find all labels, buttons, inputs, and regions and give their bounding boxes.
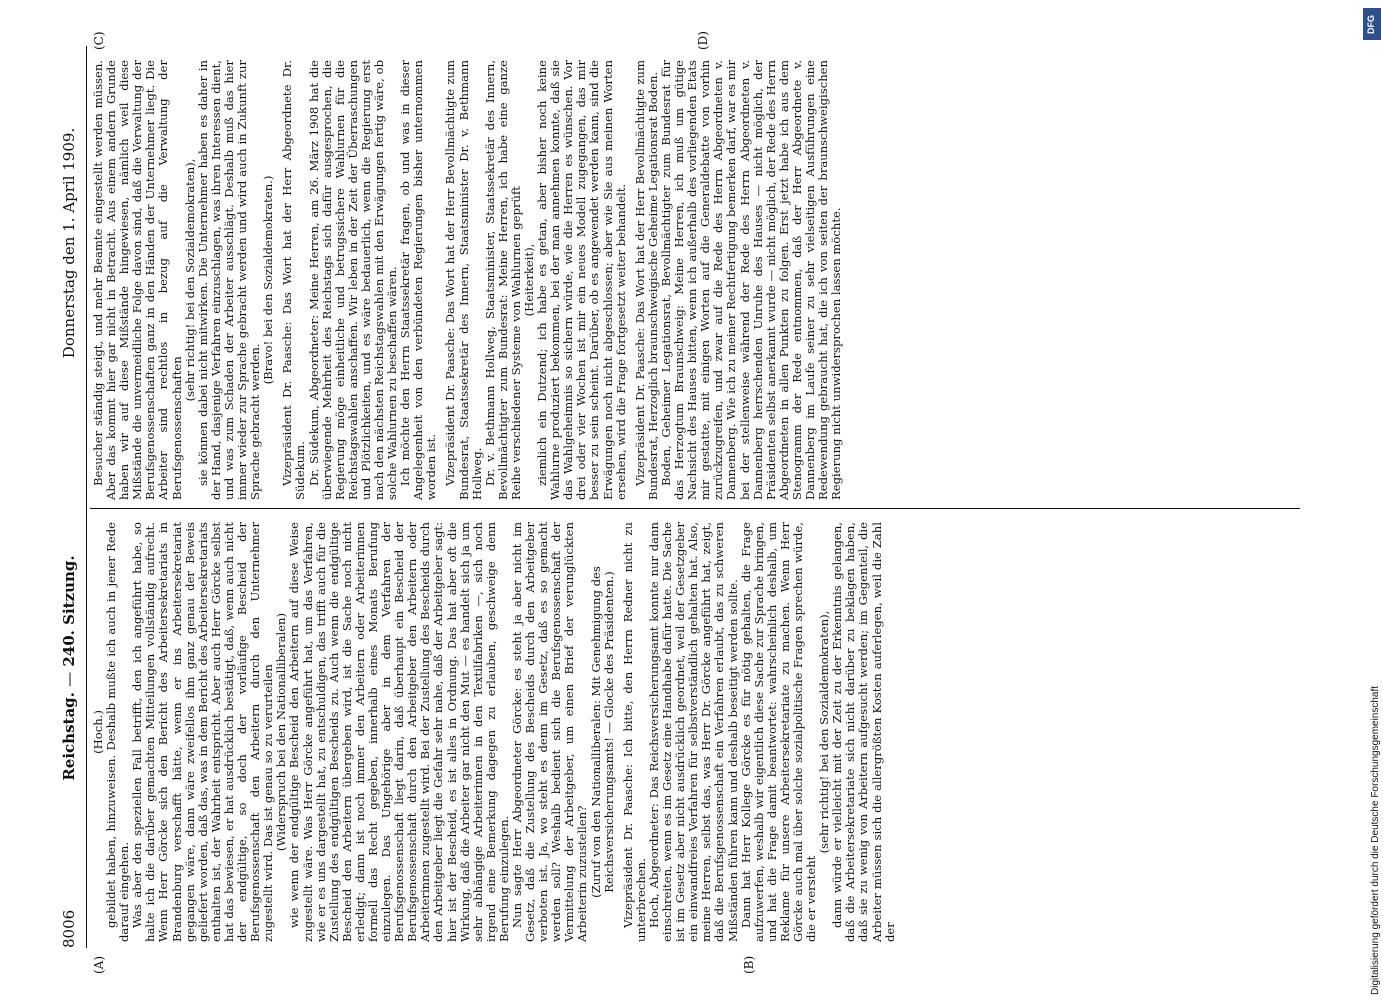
paragraph: Dr. v. Bethmann Hollweg, Staatsminister, Staatssekretär des Innern, Bevollmächtigter zum Bundesrat: Meine Herren, ich habe eine ganze Reihe verschiedener Systeme von Wahlurnen geprüft: [482, 60, 523, 500]
paragraph: Boden, Geheimer Legationsrat, Bevollmächtigter zum Bundesrat für das Herzogtum Braunschweig: Meine Herren, ich muß um gütige Nachsicht des Hauses bitten, wenn ich außerhalb des vorliegenden Etats mir gestatte, mit einigen Worten auf die Generaldebatte von vorhin zurückzugreifen, und zwar auf die Rede des Herrn Abgeordneten v. Dannenberg. Wie ich zu meiner Rechtfertigung bemerken darf, war es mir bei der stellenweise während der Rede des Herrn Abgeordneten v. Dannenberg herrschenden Unruhe des Hauses — nicht möglich, der Präsidenten selbst anerkannt wurde — nicht möglich, der Rede des Herrn Abgeordneten in allen Punkten zu folgen. Erst jetzt habe ich aus dem Stenogramm der Rede entnommen, daß der Herr Abgeordnete v. Dannenberg im Laufe seiner zu sehr vielseitigen Ausführungen eine Redewendung gebraucht hat, die ich von seiten der braunschweigischen Regierung nicht unwidersprochen lassen möchte.: [658, 60, 844, 500]
paragraph: (sehr richtig! bei den Sozialdemokraten),: [182, 158, 197, 402]
header-separator: —: [60, 671, 78, 687]
margin-marker-d: (D): [696, 31, 710, 50]
paragraph: sie können dabei nicht mitwirken. Die Unternehmer haben es daher in der Hand, dasjenige Verfahren einzuschlagen, was ihren Interessen dient, und was zum Schaden der Arbeiter ausschlägt. Deshalb muß das hier immer wieder zur Sprache gebracht werden und wird auch in Zukunft zur Sprache gebracht werden.: [195, 60, 263, 500]
paragraph: (Bravo! bei den Sozialdemokraten.): [261, 175, 276, 385]
paragraph: dann würde er vielleicht mit der Zeit zu der Erkenntnis gelangen, daß die Arbeitersekretariate sich nicht darüber zu beklagen haben, daß sie zu wenig von Arbeitern aufgesucht werden; im Gegenteil, die Arbeiter müssen sich die allergrößten Kosten auferlegen, weil die Zahl der: [830, 522, 897, 942]
paragraph: (Heiterkeit),: [522, 243, 536, 317]
paragraph: (sehr richtig! bei den Sozialdemokraten),: [817, 610, 832, 854]
margin-marker-c: (C): [92, 31, 106, 50]
paragraph: Ich möchte den Herrn Staatssekretär fragen, ob und was in dieser Angelegenheit von den verbündeten Regierungen bisher unternommen worden ist.: [398, 60, 439, 500]
column-divider: [90, 508, 1300, 509]
margin-marker-a: (A): [92, 955, 106, 974]
paragraph: (Zuruf von den Nationalliberalen: Mit Genehmigung des Reichsversicherungsamts! — Glocke des Präsidenten.): [588, 566, 616, 898]
paragraph: Dr. Südekum, Abgeordneter: Meine Herren, am 26. März 1908 hat die überwiegende Mehrheit des Reichstags sich dafür ausgesprochen, die Regierung möge einheitliche und betrugssichere Wahlurnen für die Reichstagswahlen anschaffen. Wir leben in der Zeit der Überraschungen und Plötzlichkeiten, und es wäre bedauerlich, wenn die Regierung erst nach den nächsten Reichstagswahlen mit den Erwägungen fertig wäre, ob solche Wahlurnen zu beschaffen wären.: [306, 60, 400, 500]
header-center: [60, 478, 78, 858]
header-date: Donnerstag den 1. April 1909.: [60, 127, 78, 359]
page-number: 8006: [60, 909, 78, 948]
paragraph: Nun sagte Herr Abgeordneter Görcke: es steht ja aber nicht im Gesetz, daß die Zustellung des Bescheids durch den Arbeitgeber verboten ist. Ja, wo steht es denn im Gesetz, daß es so gemacht werden soll? Weshalb bedient sich die Berufsgenossenschaft der Vermittelung der Arbeitgeber, um einen Brief der verunglückten Arbeiterin zuzustellen?: [510, 522, 590, 942]
paragraph: Vizepräsident Dr. Paasche: Das Wort hat der Herr Abgeordnete Dr. Südekum.: [280, 60, 308, 500]
header-rule: [86, 46, 87, 948]
paragraph: Vizepräsident Dr. Paasche: Ich bitte, den Herrn Redner nicht zu unterbrechen.: [620, 522, 648, 942]
paragraph: Vizepräsident Dr. Paasche: Das Wort hat der Herr Bevollmächtigte zum Bundesrat, Herzoglich braunschweigische Geheime Legationsrat Boden.: [632, 60, 660, 500]
dfg-logo-text: DFG: [1366, 15, 1376, 34]
right-column: [92, 60, 843, 500]
paragraph: gebildet haben, hinzuweisen. Deshalb mußte ich auch in jener Rede darauf eingehen.: [104, 522, 132, 942]
paragraph: (Hoch.): [91, 710, 105, 754]
left-column: [92, 522, 897, 942]
paragraph: Dann hat Herr Kollege Görcke es für nötig gehalten, die Frage aufzuwerfen, weshalb wir eigentlich diese Sache zur Sprache bringen, und hat die Frage damit beantwortet: wahrscheinlich deshalb, um Reklame für unsere Arbeitersekretariate zu machen. Wenn Herr Görcke auch mal über solche sozialpolitische Fragen sprechen würde, die er versteht: [738, 522, 819, 942]
paragraph: (Widerspruch bei den Nationalliberalen): [274, 612, 289, 852]
dfg-logo: [1363, 8, 1381, 40]
paragraph: wie wenn der endgültige Bescheid den Arbeitern auf diese Weise zugestellt wäre. Was Herr Görcke angeführt hat, um das Verfahren, wie er es uns dargestellt hat, zu entschuldigen, das trifft auch für die Zustellung des endgültigen Bescheids zu. Auch wenn die endgültige Bescheid den Arbeitern übergeben wird, ist die Sache noch nicht erledigt; dann ist noch immer den Arbeitern oder Arbeiterinnen formell das Recht gegeben, innerhalb eines Monats Berufung einzulegen. Das Ungehörige aber in dem Verfahren der Berufsgenossenschaft liegt darin, daß überhaupt ein Bescheid der Berufsgenossenschaft durch den Arbeitgeber den Arbeitern oder Arbeiterinnen zugestellt wird. Bei der Zustellung des Bescheids durch den Arbeitgeber liegt die Gefahr sehr nahe, daß der Arbeitgeber sagt: hier ist der Bescheid, es ist alles in Ordnung. Das hat aber oft die Wirkung, daß die Arbeiter gar nicht den Mut — es handelt sich ja um sehr abhängige Arbeiterinnen in den Textilfabriken —, sich noch irgend eine Bemerkung dagegen zu erlauben, geschweige denn Berufung einzulegen.: [287, 522, 511, 942]
paragraph: Vizepräsident Dr. Paasche: Das Wort hat der Herr Bevollmächtigte zum Bundesrat, Staatssekretär des Innern, Staatsminister Dr. v. Bethmann Hollweg.: [443, 60, 484, 500]
margin-marker-b: (B): [742, 955, 756, 974]
header-left-title: Reichstag.: [60, 692, 78, 781]
header-session: 240. Sitzung.: [60, 555, 78, 667]
paragraph: Hoch, Abgeordneter: Das Reichsversicherungsamt konnte nur dann einschreiten, wenn es im Gesetz eine Handhabe dafür hatte. Die Sache ist im Gesetz aber nicht ausdrücklich geordnet, weil der Gesetzgeber ein einwandfreies Verfahren für selbstverständlich gehalten hat. Also, meine Herren, selbst das, was Herr Dr. Görcke angeführt hat, zeigt, daß die Berufsgenossenschaft ein Verfahren erlaubt, das zu schweren Mißständen führen kann und deshalb beseitigt werden sollte.: [646, 522, 740, 942]
page-header: [60, 88, 86, 948]
paragraph: Besucher ständig steigt, und mehr Beamte eingestellt werden müssen. Aber das kommt hier gar nicht in Betracht. Aus einem andern Grunde haben wir auf diese Mißstände hingewiesen, nämlich weil diese Mißstände die unvermeidliche Folge davon sind, daß die Verwaltung der Berufsgenossenschaften ganz in den Händen der Unternehmer liegt. Die Arbeiter sind rechtlos in bezug auf die Verwaltung der Berufsgenossenschaften: [91, 60, 184, 500]
digitization-note: Digitalisierung gefördert durch die Deutsche Forschungsgemeinschaft: [1370, 685, 1381, 995]
paragraph: Was aber den speziellen Fall betrifft, den ich angeführt habe, so halte ich die darüber gemachten Mitteilungen vollständig aufrecht. Wenn Herr Görcke sich den Bericht des Arbeitersekretariats in Brandenburg verschafft hätte, wenn er ins Arbeitersekretariat gegangen wäre, dann wäre zweifellos ihm ganz genau der Beweis geliefert worden, daß das, was in dem Bericht des Arbeitersekretariats enthalten ist, der Wahrheit entspricht. Aber auch Herr Görcke selbst hat das bewiesen, er hat ausdrücklich bestätigt, daß, wenn auch nicht der endgültige, so doch der vorläufige Bescheid der Berufsgenossenschaft den Arbeitern durch den Unternehmer zugestellt wird. Das ist genau so zu verurteilen: [130, 522, 276, 942]
paragraph: ziemlich ein Dutzend; ich habe es getan, aber bisher noch keine Wahlurne produziert bekommen, bei der man annehmen konnte, daß sie das Wahlgeheimnis so sichern würde, wie die Herren es wünschen. Vor drei oder vier Wochen ist mir ein neues Modell zugegangen, das mir besser zu sein scheint. Darüber, ob es angewendet werden kann, sind die Erwägungen noch nicht abgeschlossen; aber wie Sie aus meinen Worten ersehen, wird die Frage fortgesetzt weiter behandelt.: [535, 60, 628, 500]
